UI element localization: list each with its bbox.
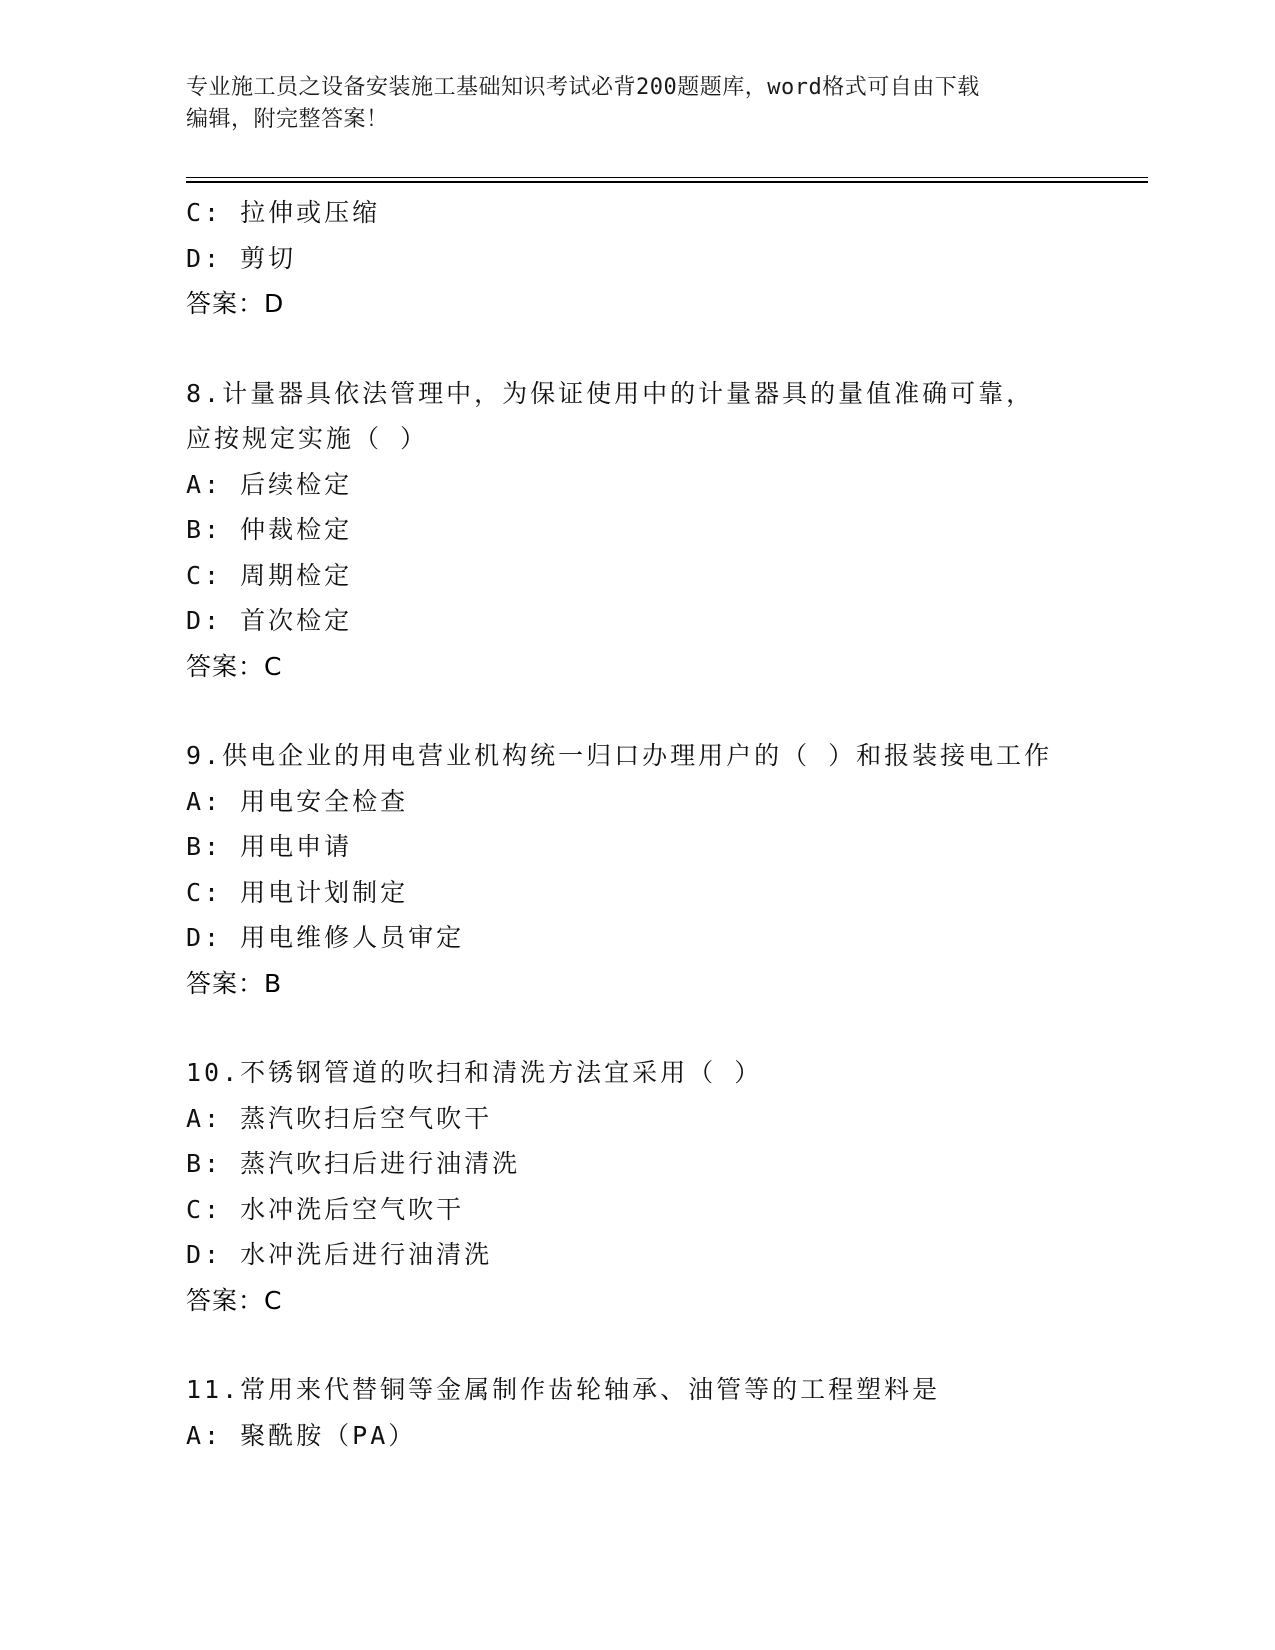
- answer-line: 答案：D: [186, 289, 285, 318]
- spacer: [186, 689, 1146, 733]
- option-c: C: 周期检定: [186, 560, 353, 590]
- option-d: D: 首次检定: [186, 606, 353, 635]
- option-c: C: 拉伸或压缩: [186, 198, 381, 227]
- spacer: [186, 1006, 1146, 1050]
- spacer: [186, 1323, 1146, 1367]
- question-9: [186, 733, 1146, 1006]
- document-header: [186, 72, 1066, 136]
- question-stem: 10.不锈钢管道的吹扫和清洗方法宜采用（ ）: [186, 1058, 763, 1087]
- option-b: B: 蒸汽吹扫后进行油清洗: [186, 1149, 521, 1178]
- option-b: B: 用电申请: [186, 832, 353, 861]
- option-a: A: 聚酰胺（PA）: [186, 1420, 417, 1450]
- question-stem: 9.供电企业的用电营业机构统一归口办理用户的（ ）和报装接电工作: [186, 741, 1053, 770]
- question-stem: 8.计量器具依法管理中，为保证使用中的计量器具的量值准确可靠，: [186, 378, 1035, 408]
- option-a: A: 后续检定: [186, 469, 353, 499]
- question-list: [186, 190, 1146, 1458]
- answer-line: 答案：C: [186, 1285, 283, 1315]
- option-a: A: 蒸汽吹扫后空气吹干: [186, 1103, 493, 1133]
- question-stem: 应按规定实施（ ）: [186, 424, 429, 453]
- question-7-continuation: [186, 190, 1146, 327]
- option-d: D: 用电维修人员审定: [186, 923, 465, 952]
- option-c: C: 用电计划制定: [186, 877, 409, 907]
- question-11: [186, 1367, 1146, 1458]
- question-stem: 11.常用来代替铜等金属制作齿轮轴承、油管等的工程塑料是: [186, 1375, 941, 1404]
- option-d: D: 剪切: [186, 243, 297, 273]
- option-b: B: 仲裁检定: [186, 515, 353, 544]
- header-divider-thin: [186, 177, 1148, 178]
- header-divider-thick: [186, 181, 1148, 183]
- spacer: [186, 327, 1146, 371]
- answer-line: 答案：C: [186, 651, 283, 681]
- question-8: [186, 371, 1146, 690]
- answer-line: 答案：B: [186, 968, 283, 998]
- option-d: D: 水冲洗后进行油清洗: [186, 1240, 493, 1269]
- option-c: C: 水冲洗后空气吹干: [186, 1194, 465, 1224]
- question-10: [186, 1050, 1146, 1323]
- header-title-line-2: 编辑，附完整答案！: [186, 107, 389, 132]
- option-a: A: 用电安全检查: [186, 786, 409, 816]
- header-title-line-1: 专业施工员之设备安装施工基础知识考试必背200题题库，word格式可自由下载: [186, 75, 980, 100]
